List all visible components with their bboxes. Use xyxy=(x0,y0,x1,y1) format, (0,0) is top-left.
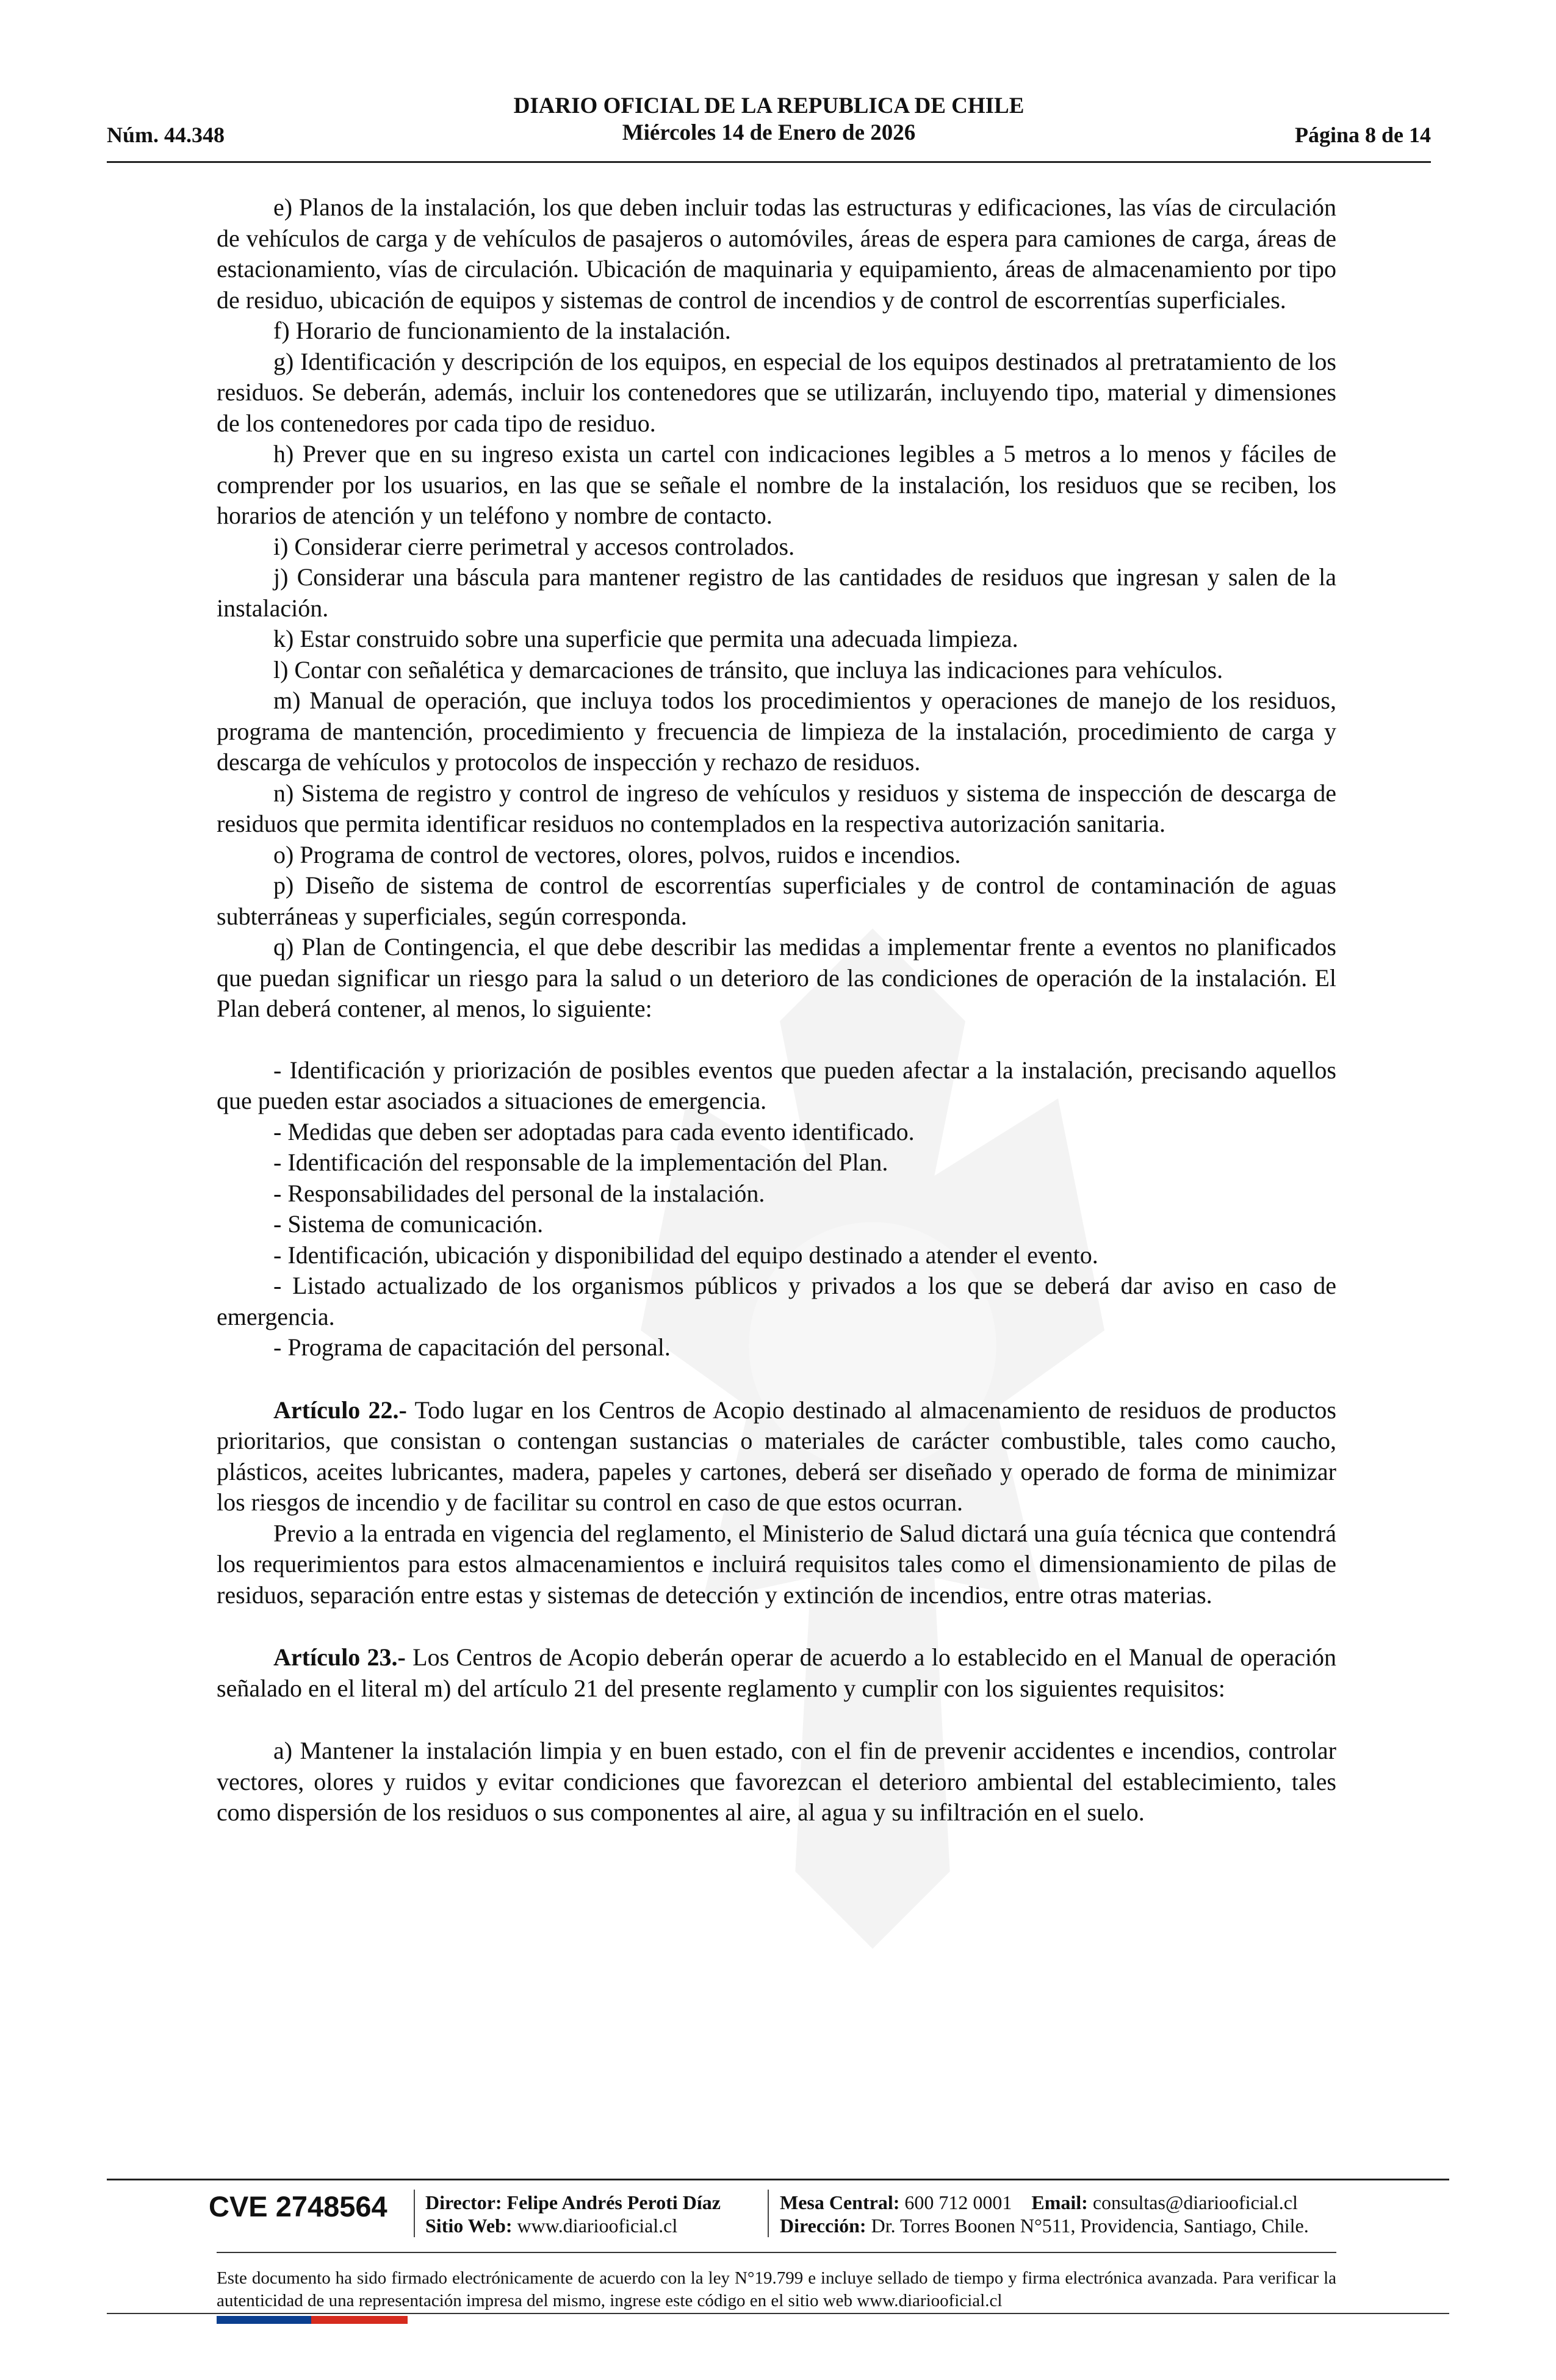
plan-item: - Identificación, ubicación y disponibilidad del equipo destinado a atender el evento. xyxy=(273,1241,1098,1269)
email-label: Email: xyxy=(1031,2191,1088,2213)
spacer xyxy=(217,1363,1336,1395)
cve-code: CVE 2748564 xyxy=(209,2190,387,2223)
paragraph-h: h) Prever que en su ingreso exista un cartel con indicaciones legibles a 5 metros a lo menos y fáciles de comprender por los usuarios, en las que se señale el nombre de la instalación, los residuos que se reciben, los horarios de atención y un teléfono y nombre de contacto. xyxy=(217,440,1336,529)
site-label: Sitio Web: xyxy=(425,2215,513,2237)
paragraph-i: i) Considerar cierre perimetral y accesos controlados. xyxy=(273,532,795,560)
plan-item: - Identificación del responsable de la implementación del Plan. xyxy=(273,1149,888,1176)
footer-contact-block xyxy=(780,2191,1309,2237)
site-link[interactable]: www.diariooficial.cl xyxy=(517,2215,678,2237)
journal-title: DIARIO OFICIAL DE LA REPUBLICA DE CHILE xyxy=(513,93,1025,118)
signature-note: Este documento ha sido firmado electrónicamente de acuerdo con la ley N°19.799 e incluye sellado de tiempo y firma electrónica avanzada. Para verificar la autenticidad de una representación impresa del mismo, ingrese este código en el sitio web www.diariooficial.cl xyxy=(217,2268,1336,2310)
article-23 xyxy=(217,1642,1336,1704)
footer-inner-rule xyxy=(217,2252,1336,2253)
paragraph-e: e) Planos de la instalación, los que deben incluir todas las estructuras y edificaciones, las vías de circulación de vehículos de carga y de vehículos de pasajeros o automóviles, áreas de espera para camiones de carga, áreas de estacionamiento, vías de circulación. Ubicación de maquinaria y equipamiento, áreas de almacenamiento por tipo de residuo, ubicación de equipos y sistemas de control de incendios y de control de escorrentías superficiales. xyxy=(217,193,1336,314)
article-22-title: Artículo 22.- xyxy=(273,1396,407,1424)
page-number: Página 8 de 14 xyxy=(1294,123,1431,147)
address-label: Dirección: xyxy=(780,2215,866,2237)
plan-item: - Medidas que deben ser adoptadas para cada evento identificado. xyxy=(273,1117,915,1145)
header-center xyxy=(107,93,1431,146)
director-label: Director: xyxy=(425,2191,502,2213)
document-body xyxy=(217,192,1336,1828)
paragraph-p: p) Diseño de sistema de control de escorrentías superficiales y de control de contaminación de aguas subterráneas y superficiales, según corresponda. xyxy=(217,871,1336,930)
issue-date: Miércoles 14 de Enero de 2026 xyxy=(622,120,916,145)
flag-stripe-blue xyxy=(217,2316,311,2324)
mesa-label: Mesa Central: xyxy=(780,2191,900,2213)
spacer xyxy=(217,1704,1336,1736)
article-22-text: Todo lugar en los Centros de Acopio destinado al almacenamiento de residuos de productos prioritarios, que consistan o contengan sustancias o materiales de carácter combustible, tales como caucho, plásticos, aceites lubricantes, madera, papeles y cartones, deberá ser diseñado y operado de forma de minimizar los riesgos de incendio y de facilitar su control en caso de que estos ocurran. xyxy=(217,1396,1336,1516)
director-name: Felipe Andrés Peroti Díaz xyxy=(506,2191,721,2213)
flag-stripe-red xyxy=(311,2316,408,2324)
article-22-paragraph-2: Previo a la entrada en vigencia del reglamento, el Ministerio de Salud dictará una guía técnica que contendrá los requerimientos para estos almacenamientos e incluirá requisitos tales como el dimensionamiento de pilas de residuos, separación entre estas y sistemas de detección y extinción de incendios, entre otras materias. xyxy=(217,1519,1336,1609)
article-22 xyxy=(217,1395,1336,1518)
page-header xyxy=(107,93,1431,163)
plan-item: - Sistema de comunicación. xyxy=(273,1210,544,1238)
plan-item: - Programa de capacitación del personal. xyxy=(273,1333,671,1361)
paragraph-o: o) Programa de control de vectores, olores, polvos, ruidos e incendios. xyxy=(273,840,961,868)
spacer xyxy=(217,1610,1336,1642)
footer-separator xyxy=(414,2190,415,2237)
footer-separator xyxy=(768,2190,769,2237)
paragraph-f: f) Horario de funcionamiento de la instalación. xyxy=(273,317,731,344)
paragraph-l: l) Contar con señalética y demarcaciones de tránsito, que incluya las indicaciones para vehículos. xyxy=(273,655,1223,683)
issue-number: Núm. 44.348 xyxy=(107,123,225,147)
paragraph-n: n) Sistema de registro y control de ingreso de vehículos y residuos y sistema de inspección de descarga de residuos que permita identificar residuos no contemplados en la respectiva autorización sanitaria. xyxy=(217,779,1336,837)
plan-item: - Responsabilidades del personal de la instalación. xyxy=(273,1179,765,1207)
email-link[interactable]: consultas@diariooficial.cl xyxy=(1092,2191,1298,2213)
plan-item: - Identificación y priorización de posibles eventos que pueden afectar a la instalación, precisando aquellos que pueden estar asociados a situaciones de emergencia. xyxy=(217,1056,1336,1114)
mesa-phone: 600 712 0001 xyxy=(904,2191,1012,2213)
plan-item: - Listado actualizado de los organismos públicos y privados a los que se deberá dar aviso en caso de emergencia. xyxy=(217,1272,1336,1330)
footer-top-rule xyxy=(107,2179,1449,2180)
article-23-title: Artículo 23.- xyxy=(273,1643,406,1671)
paragraph-g: g) Identificación y descripción de los equipos, en especial de los equipos destinados al pretratamiento de los residuos. Se deberán, además, incluir los contenedores que se utilizarán, incluyendo tipo, material y dimensiones de los contenedores por cada tipo de residuo. xyxy=(217,347,1336,437)
paragraph-k: k) Estar construido sobre una superficie que permita una adecuada limpieza. xyxy=(273,625,1018,652)
spacer xyxy=(217,1025,1336,1055)
paragraph-q: q) Plan de Contingencia, el que debe describir las medidas a implementar frente a eventos no planificados que puedan significar un riesgo para la salud o un deterioro de las condiciones de operación de la instalación. El Plan deberá contener, al menos, lo siguiente: xyxy=(217,933,1336,1022)
paragraph-m: m) Manual de operación, que incluya todos los procedimientos y operaciones de manejo de los residuos, programa de mantención, procedimiento y frecuencia de limpieza de la instalación, procedimiento de carga y descarga de vehículos y protocolos de inspección y rechazo de residuos. xyxy=(217,687,1336,776)
footer-director-block xyxy=(425,2191,721,2237)
article-23-text: Los Centros de Acopio deberán operar de acuerdo a lo establecido en el Manual de operación señalado en el literal m) del artículo 21 del presente reglamento y cumplir con los siguientes requisitos: xyxy=(217,1643,1336,1702)
article-23-item-a: a) Mantener la instalación limpia y en buen estado, con el fin de prevenir accidentes e incendios, controlar vectores, olores y ruidos y evitar condiciones que favorezcan el deterioro ambiental del establecimiento, tales como dispersión de los residuos o sus componentes al aire, al agua y su infiltración en el suelo. xyxy=(217,1737,1336,1826)
footer-bottom-rule xyxy=(107,2313,1449,2314)
paragraph-j: j) Considerar una báscula para mantener registro de las cantidades de residuos que ingresan y salen de la instalación. xyxy=(217,563,1336,622)
address-text: Dr. Torres Boonen N°511, Providencia, Santiago, Chile. xyxy=(871,2215,1309,2237)
